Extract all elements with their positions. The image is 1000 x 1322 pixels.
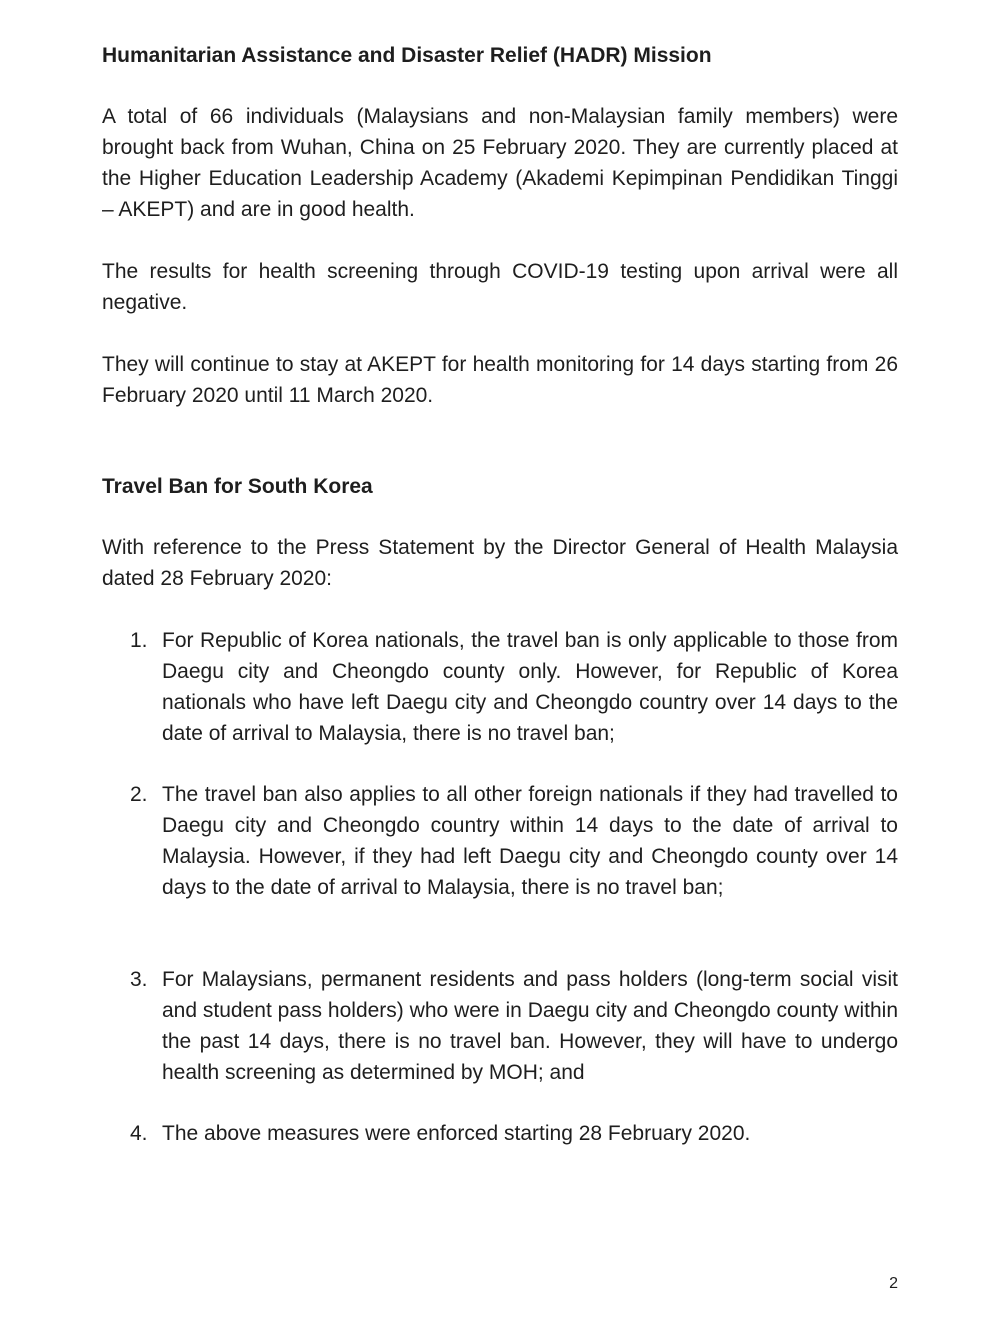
page-number: 2 xyxy=(889,1275,898,1292)
paragraph-screening-results: The results for health screening through COVID-19 testing upon arrival were all negative. xyxy=(102,260,898,314)
list-item-number: 2. xyxy=(130,783,148,806)
paragraph-individuals-returned: A total of 66 individuals (Malaysians and non-Malaysian family members) were brought back from Wuhan, China on 25 February 2020. They are currently placed at the Higher Education Leadership Academy (Akademi Kepimpinan Pendidikan Tinggi – AKEPT) and are in good health. xyxy=(102,105,898,221)
list-item-number: 1. xyxy=(130,629,148,652)
list-item-number: 4. xyxy=(130,1122,148,1145)
paragraph-press-statement-reference: With reference to the Press Statement by the Director General of Health Malaysia dated 28 February 2020: xyxy=(102,536,898,590)
list-item-number: 3. xyxy=(130,968,148,991)
list-item-text: For Malaysians, permanent residents and pass holders (long-term social visit and student pass holders) who were in Daegu city and Cheongdo county within the past 14 days, there is no travel ban. However, they will have to undergo health screening as determined by MOH; and xyxy=(162,968,898,1084)
list-item-text: The travel ban also applies to all other foreign nationals if they had travelled to Daegu city and Cheongdo country within 14 days to the date of arrival to Malaysia. However, if they had left Daegu city and Cheongdo county over 14 days to the date of arrival to Malaysia, there is no travel ban; xyxy=(162,783,898,899)
section-heading-travel-ban: Travel Ban for South Korea xyxy=(102,475,373,498)
list-item xyxy=(130,1118,898,1149)
list-item-text: For Republic of Korea nationals, the travel ban is only applicable to those from Daegu city and Cheongdo county only. However, for Republic of Korea nationals who have left Daegu city and Cheongdo country over 14 days to the date of arrival to Malaysia, there is no travel ban; xyxy=(162,629,898,745)
list-item xyxy=(130,625,898,749)
list-item-text: The above measures were enforced starting 28 February 2020. xyxy=(162,1122,751,1145)
section-heading-hadr: Humanitarian Assistance and Disaster Relief (HADR) Mission xyxy=(102,44,712,67)
list-item xyxy=(130,964,898,1088)
paragraph-health-monitoring: They will continue to stay at AKEPT for health monitoring for 14 days starting from 26 February 2020 until 11 March 2020. xyxy=(102,353,898,407)
list-item xyxy=(130,779,898,903)
